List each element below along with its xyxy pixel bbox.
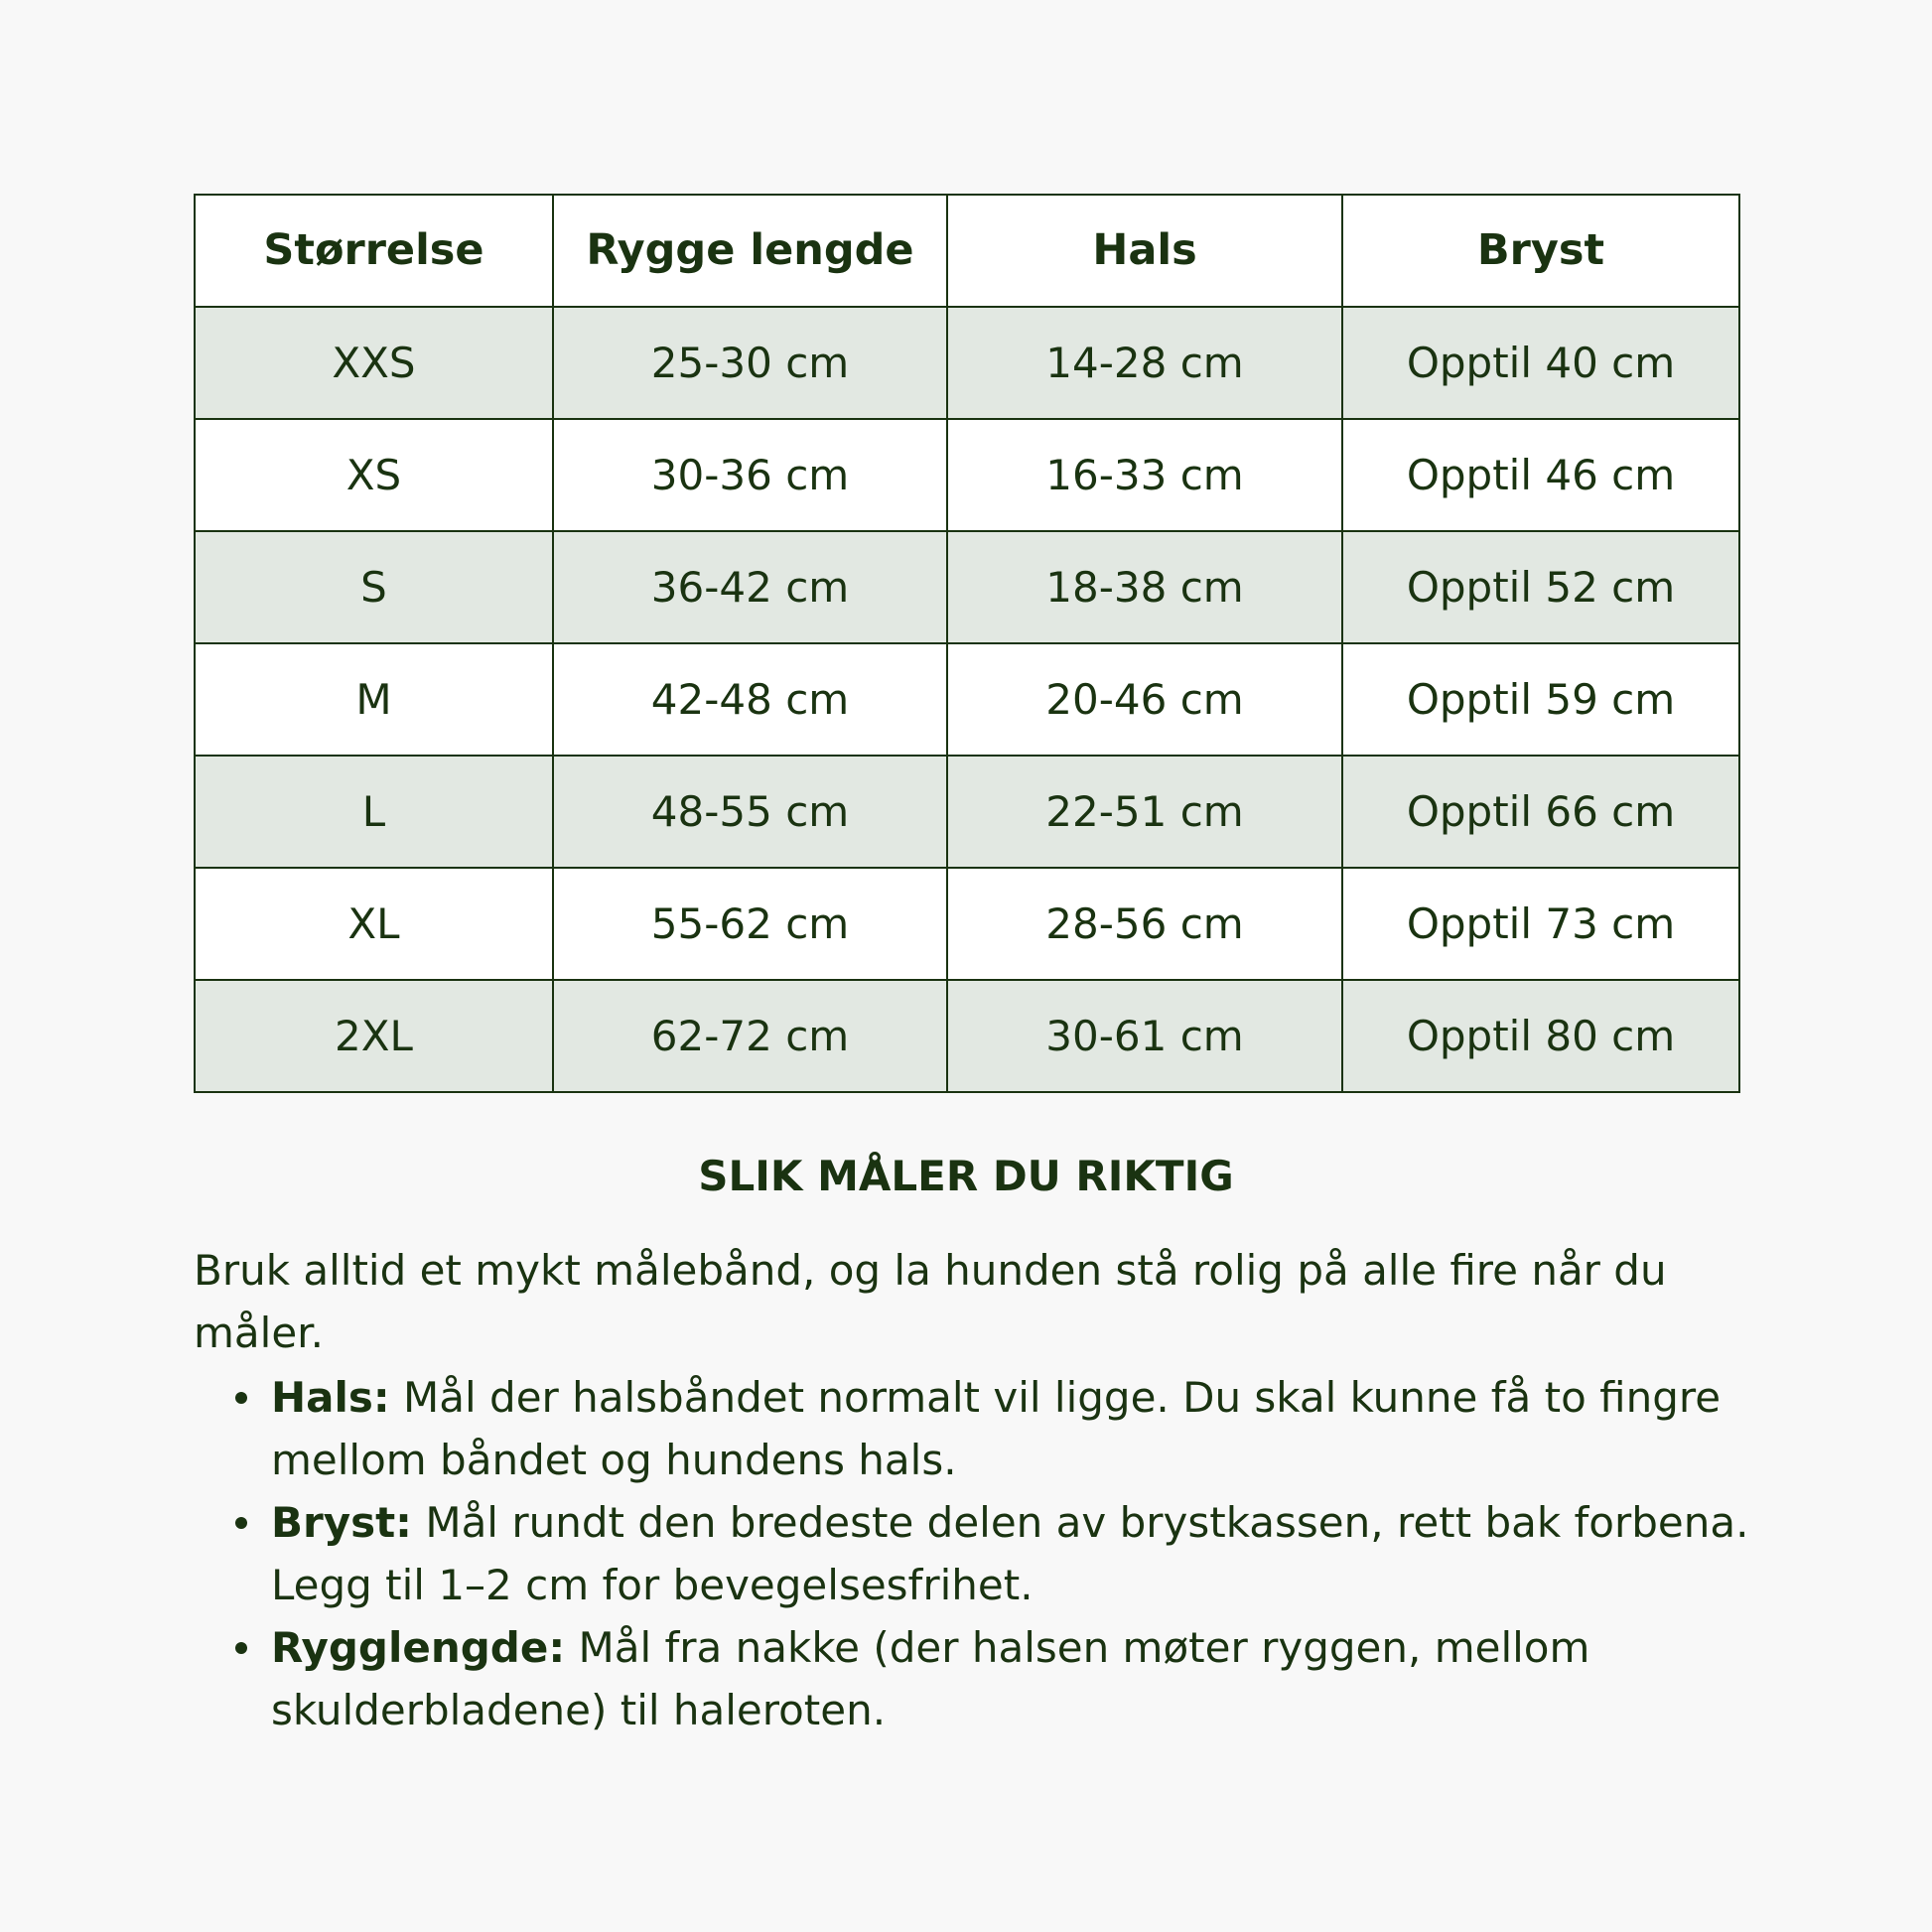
tip-text-chest: Mål rundt den bredeste delen av brystkassen, rett bak forbena. Legg til 1–2 cm for bevegelsesfrihet. [271, 1498, 1749, 1609]
table-row [195, 643, 1739, 756]
cell-back-length: 55-62 cm [553, 868, 947, 980]
measure-guide-title: SLIK MÅLER DU RIKTIG [698, 1152, 1234, 1200]
cell-size: S [195, 531, 553, 643]
cell-back-length: 62-72 cm [553, 980, 947, 1092]
cell-neck: 28-56 cm [947, 868, 1342, 980]
table-row [195, 868, 1739, 980]
cell-chest: Opptil 46 cm [1342, 419, 1739, 531]
tip-term-back-length: Rygglengde: [271, 1623, 566, 1672]
tip-term-neck: Hals: [271, 1373, 390, 1422]
tip-text-neck: Mål der halsbåndet normalt vil ligge. Du skal kunne få to fingre mellom båndet og hundens hals. [271, 1373, 1722, 1484]
table-header-row [195, 195, 1739, 307]
header-size: Størrelse [195, 195, 553, 307]
size-chart-table [194, 194, 1740, 1093]
cell-back-length: 36-42 cm [553, 531, 947, 643]
cell-neck: 14-28 cm [947, 307, 1342, 419]
cell-back-length: 25-30 cm [553, 307, 947, 419]
table-row [195, 531, 1739, 643]
list-item [271, 1491, 1820, 1616]
measure-tips-list [194, 1366, 1820, 1741]
cell-neck: 16-33 cm [947, 419, 1342, 531]
cell-neck: 20-46 cm [947, 643, 1342, 756]
table-row [195, 307, 1739, 419]
table-row [195, 419, 1739, 531]
cell-size: XL [195, 868, 553, 980]
table-row [195, 756, 1739, 868]
cell-neck: 22-51 cm [947, 756, 1342, 868]
cell-chest: Opptil 40 cm [1342, 307, 1739, 419]
cell-size: XXS [195, 307, 553, 419]
cell-neck: 18-38 cm [947, 531, 1342, 643]
cell-size: XS [195, 419, 553, 531]
table-row [195, 980, 1739, 1092]
bullet-dot-icon [235, 1517, 247, 1529]
cell-chest: Opptil 66 cm [1342, 756, 1739, 868]
measure-guide-intro: Bruk alltid et mykt målebånd, og la hunden stå rolig på alle fire når du måler. [194, 1246, 1667, 1357]
tip-text-back-length: Mål fra nakke (der halsen møter ryggen, mellom skulderbladene) til haleroten. [271, 1623, 1590, 1734]
cell-neck: 30-61 cm [947, 980, 1342, 1092]
list-item [271, 1616, 1820, 1741]
cell-back-length: 48-55 cm [553, 756, 947, 868]
cell-size: M [195, 643, 553, 756]
bullet-dot-icon [235, 1392, 247, 1404]
list-item [271, 1366, 1820, 1491]
cell-size: 2XL [195, 980, 553, 1092]
cell-chest: Opptil 59 cm [1342, 643, 1739, 756]
header-neck: Hals [947, 195, 1342, 307]
cell-chest: Opptil 80 cm [1342, 980, 1739, 1092]
tip-term-chest: Bryst: [271, 1498, 412, 1547]
cell-size: L [195, 756, 553, 868]
header-back-length: Rygge lengde [553, 195, 947, 307]
cell-chest: Opptil 52 cm [1342, 531, 1739, 643]
cell-back-length: 42-48 cm [553, 643, 947, 756]
header-chest: Bryst [1342, 195, 1739, 307]
cell-chest: Opptil 73 cm [1342, 868, 1739, 980]
cell-back-length: 30-36 cm [553, 419, 947, 531]
bullet-dot-icon [235, 1642, 247, 1654]
